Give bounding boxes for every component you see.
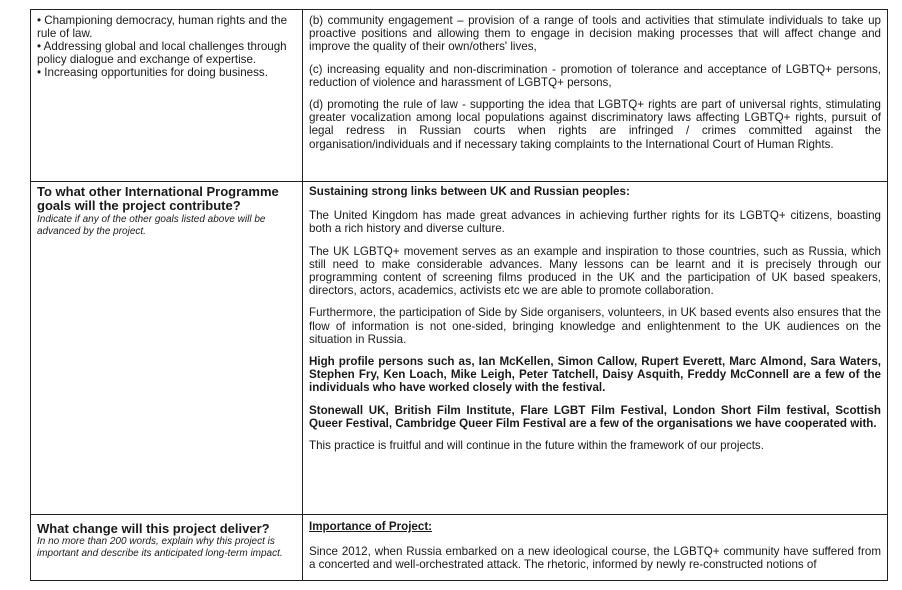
- paragraph: (b) community engagement – provision of a range of tools and activities that stimulate individuals to take up proactive positions and allowing them to engage in decision making processes that will affect change and improve the quality of their own/others' lives,: [309, 14, 881, 54]
- paragraph: This practice is fruitful and will continue in the future within the framework of our projects.: [309, 439, 764, 453]
- question-hint: In no more than 200 words, explain why this project is important and describe its anticipated long-term impact.: [37, 536, 283, 560]
- question-title: What change will this project deliver?: [37, 521, 270, 536]
- right-cell-answer: [303, 515, 888, 581]
- right-cell-goals: [303, 10, 888, 182]
- goal-bullet: • Increasing opportunities for doing business.: [37, 66, 268, 79]
- application-form-table: [30, 9, 888, 581]
- right-cell-answer: [303, 182, 888, 515]
- goal-bullet: • Championing democracy, human rights and the rule of law.: [37, 14, 288, 40]
- left-cell-question: [31, 515, 303, 581]
- question-title: To what other International Programme goals will the project contribute?: [37, 184, 279, 214]
- table-row: [31, 515, 888, 581]
- section-heading: Sustaining strong links between UK and Russian peoples:: [309, 185, 630, 198]
- question-hint: Indicate if any of the other goals listed above will be advanced by the project.: [37, 213, 266, 237]
- paragraph: Since 2012, when Russia embarked on a new ideological course, the LGBTQ+ community have suffered from a concerted and well-orchestrated attack. The rhetoric, informed by newly re-constructed notions of: [309, 545, 881, 572]
- table-row: [31, 10, 888, 182]
- paragraph: Furthermore, the participation of Side by Side organisers, volunteers, in UK based events also ensures that the flow of information is not one-sided, bringing knowledge and enlightenment to the UK audiences on the situation in Russia.: [309, 306, 881, 346]
- goal-bullet: • Addressing global and local challenges through policy dialogue and exchange of expertise.: [37, 40, 287, 66]
- paragraph-bold: High profile persons such as, Ian McKellen, Simon Callow, Rupert Everett, Marc Almond, Sara Waters, Stephen Fry, Ken Loach, Mike Leigh, Peter Tatchell, Daisy Asquith, Freddy McConnell are a few of the individuals who have worked closely with the festival.: [309, 355, 881, 395]
- paragraph: The UK LGBTQ+ movement serves as an example and inspiration to those countries, such as Russia, which still need to make considerable advances. Many lessons can be learnt and it is precisely through our programming content of screening films produced in the UK and the participation of UK based speakers, directors, actors, academics, activists etc we are able to promote collaboration.: [309, 244, 881, 298]
- left-cell-question: [31, 182, 303, 515]
- table-row: [31, 182, 888, 515]
- paragraph-bold: Stonewall UK, British Film Institute, Flare LGBT Film Festival, London Short Film festival, Scottish Queer Festival, Cambridge Queer Film Festival are a few of the organisations we have cooperated with.: [309, 403, 881, 430]
- paragraph: (c) increasing equality and non-discrimination - promotion of tolerance and acceptance of LGBTQ+ persons, reduction of violence and harassment of LGBTQ+ persons,: [309, 62, 881, 89]
- left-cell-goals: [31, 10, 303, 182]
- paragraph: The United Kingdom has made great advances in achieving further rights for its LGBTQ+ citizens, boasting both a rich history and diverse culture.: [309, 209, 881, 236]
- paragraph: (d) promoting the rule of law - supporting the idea that LGBTQ+ rights are part of universal rights, stimulating greater vocalization among local populations against discriminatory laws affecting LGBTQ+ rights, pursuit of legal redress in Russian courts when rights are infringed / crimes committed against the organisation/individuals and if necessary taking complaints to the International Court of Human Rights.: [309, 98, 881, 151]
- section-heading: Importance of Project:: [309, 520, 433, 533]
